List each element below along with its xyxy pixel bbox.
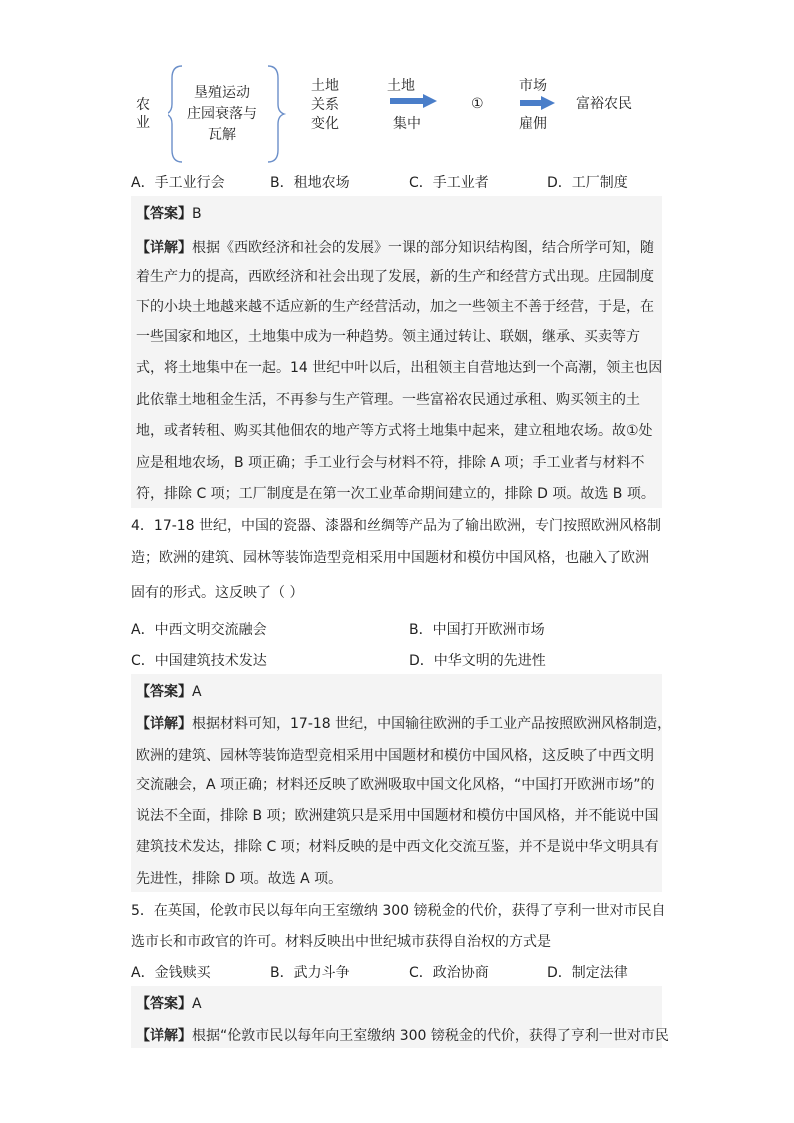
diagram-brace-line-2: 庄园衰落与 xyxy=(187,106,257,122)
q5-stem-line: 5．在英国，伦敦市民以每年向王室缴纳 300 镑税金的代价，获得了亨利一世对市民自 xyxy=(131,903,666,919)
q5-option-a: A．金钱赎买 xyxy=(131,965,211,981)
diagram-land-change-1: 土地 xyxy=(311,78,339,94)
q3-detail-line: 符，排除 C 项；工厂制度是在第一次工业革命期间建立的，排除 D 项。故选 B 项。 xyxy=(136,486,655,502)
q3-detail-line: 一些国家和地区，土地集中成为一种趋势。领主通过转让、联姻，继承、买卖等方 xyxy=(136,329,640,345)
arrow-right-icon xyxy=(390,94,438,108)
answer-value: A xyxy=(192,684,202,700)
q3-detail-line: 【详解】根据《西欧经济和社会的发展》一课的部分知识结构图，结合所学可知，随 xyxy=(136,240,654,256)
q3-option-a: A．手工业行会 xyxy=(131,175,225,191)
diagram-land-change-2: 关系 xyxy=(311,97,339,113)
diagram-brace-line-1: 垦殖运动 xyxy=(194,85,250,101)
q3-option-b: B．租地农场 xyxy=(270,175,350,191)
diagram-left-label-top: 农 xyxy=(136,97,150,113)
q3-detail-line: 下的小块土地越来越不适应新的生产经营活动，加之一些领主不善于经营，于是，在 xyxy=(136,299,654,315)
q4-detail-line: 说法不全面，排除 B 项；欧洲建筑只是采用中国题材和模仿中国风格，并不能说中国 xyxy=(136,808,659,824)
q5-option-b: B．武力斗争 xyxy=(270,965,350,981)
q4-stem-line: 4．17-18 世纪，中国的瓷器、漆器和丝绸等产品为了输出欧洲，专门按照欧洲风格制 xyxy=(131,518,662,534)
q4-stem-line: 造；欧洲的建筑、园林等装饰造型竞相采用中国题材和模仿中国风格，也融入了欧洲 xyxy=(131,550,649,566)
q3-detail-line: 着生产力的提高，西欧经济和社会出现了发展，新的生产和经营方式出现。庄园制度 xyxy=(136,269,654,285)
q5-option-d: D．制定法律 xyxy=(547,965,628,981)
q5-option-c: C．政治协商 xyxy=(409,965,489,981)
diagram-brace-line-3: 瓦解 xyxy=(208,127,236,143)
q5-detail-line: 【详解】根据“伦敦市民以每年向王室缴纳 300 镑税金的代价，获得了亨利一世对市民 xyxy=(136,1028,669,1044)
answer-value: B xyxy=(192,206,202,222)
q3-detail-line: 式，将土地集中在一起。14 世纪中叶以后，出租领主自营地达到一个高潮，领主也因 xyxy=(136,360,663,376)
answer-label: 【答案】 xyxy=(136,206,192,222)
detail-label: 【详解】 xyxy=(136,716,192,732)
q4-detail-line: 【详解】根据材料可知，17-18 世纪，中国输往欧洲的手工业产品按照欧洲风格制造， xyxy=(136,716,672,732)
q5-stem-line: 选市长和市政官的许可。材料反映出中世纪城市获得自治权的方式是 xyxy=(131,934,551,950)
q3-option-c: C．手工业者 xyxy=(409,175,489,191)
diagram-land-change-3: 变化 xyxy=(311,116,339,132)
q4-option-d: D．中华文明的先进性 xyxy=(409,653,546,669)
q4-option-c: C．中国建筑技术发达 xyxy=(131,653,267,669)
arrow-right-icon xyxy=(520,96,556,110)
q4-answer xyxy=(136,681,202,701)
diagram-arrow1-top: 土地 xyxy=(387,78,415,94)
q4-stem-line: 固有的形式。这反映了（ ） xyxy=(131,585,304,601)
diagram-result: 富裕农民 xyxy=(576,96,632,112)
diagram-arrow1-bottom: 集中 xyxy=(393,116,421,132)
q3-detail-line: 应是租地农场，B 项正确；手工业行会与材料不符，排除 A 项；手工业者与材料不 xyxy=(136,455,645,471)
q4-detail-line: 交流融会，A 项正确；材料还反映了欧洲吸取中国文化风格，“中国打开欧洲市场”的 xyxy=(136,777,655,793)
diagram-arrow2-top: 市场 xyxy=(519,78,547,94)
q4-detail-line: 欧洲的建筑、园林等装饰造型竞相采用中国题材和模仿中国风格，这反映了中西文明 xyxy=(136,748,654,764)
diagram-left-label-bottom: 业 xyxy=(136,115,150,131)
detail-label: 【详解】 xyxy=(136,240,192,256)
q3-detail-line: 此依靠土地租金生活，不再参与生产管理。一些富裕农民通过承租、购买领主的土 xyxy=(136,392,640,408)
q5-answer xyxy=(136,993,202,1013)
q4-detail-line: 先进性，排除 D 项。故选 A 项。 xyxy=(136,871,343,887)
q4-option-b: B．中国打开欧洲市场 xyxy=(409,622,545,638)
q3-answer xyxy=(136,203,202,223)
q4-option-a: A．中西文明交流融会 xyxy=(131,622,267,638)
answer-label: 【答案】 xyxy=(136,996,192,1012)
q3-detail-line: 地，或者转租、购买其他佃农的地产等方式将土地集中起来，建立租地农场。故①处 xyxy=(136,423,653,439)
detail-label: 【详解】 xyxy=(136,1028,192,1044)
q3-option-d: D．工厂制度 xyxy=(547,175,628,191)
answer-label: 【答案】 xyxy=(136,684,192,700)
answer-value: A xyxy=(192,996,202,1012)
q4-detail-line: 建筑技术发达，排除 C 项；材料反映的是中西文化交流互鉴，并不是说中华文明具有 xyxy=(136,839,659,855)
diagram-circle-marker: ① xyxy=(471,96,484,112)
diagram-arrow2-bottom: 雇佣 xyxy=(519,116,547,132)
